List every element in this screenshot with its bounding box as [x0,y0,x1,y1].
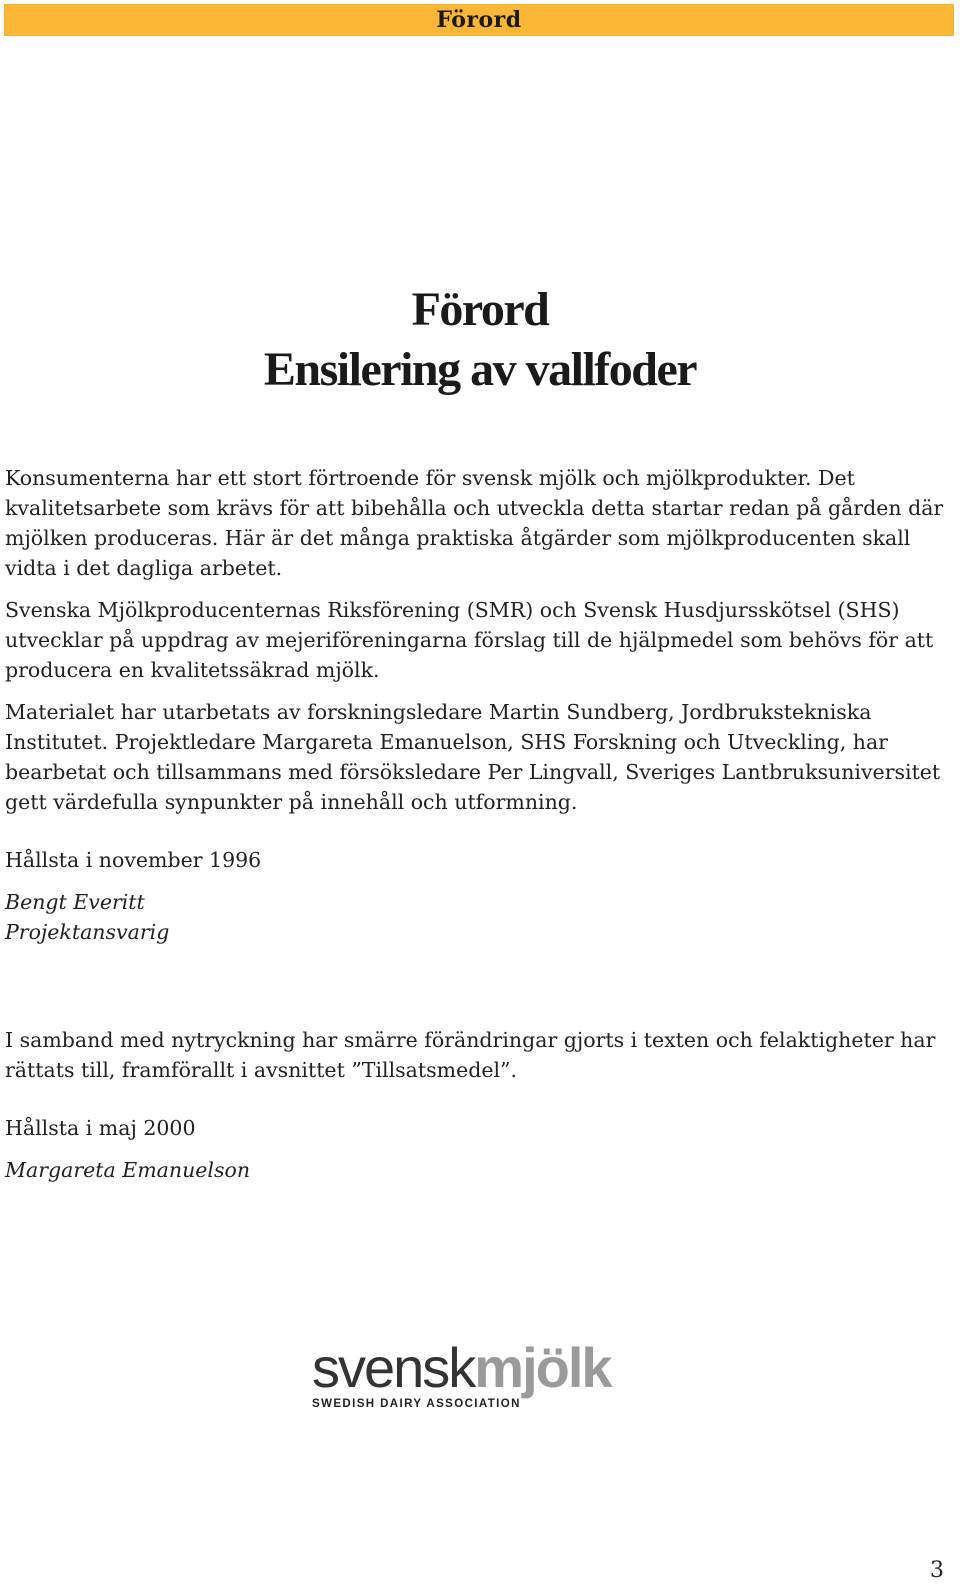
place-date-2: Hållsta i maj 2000 [5,1116,196,1140]
paragraph-2: Svenska Mjölkproducenternas Riksförening (SMR) och Svensk Husdjursskötsel (SHS) utvecklar på uppdrag av mejeriföreningarna förslag till de hjälpmedel som behövs för att producera en kvalitetssäkrad mjölk. [5,598,934,682]
logo-word-svensk: svensk [312,1336,475,1399]
logo-word-mjolk: mjölk [474,1336,611,1399]
page-number: 3 [930,1558,944,1583]
title-line-1: Förord [411,283,549,336]
page-title [0,280,960,400]
title-line-2: Ensilering av vallfoder [263,343,697,396]
signer-name-1: Bengt Everitt [5,890,145,914]
paragraph-1: Konsumenterna har ett stort förtroende för svensk mjölk och mjölkprodukter. Det kvalitetsarbete som krävs för att bibehålla och utveckla detta startar redan på gården där mjölken produceras. Här är det många praktiska åtgärder som mjölkproducenten skall vidta i det dagliga arbetet. [5,466,944,580]
signer-title-1: Projektansvarig [5,920,170,944]
section-header-label: Förord [436,7,522,33]
paragraph-3: Materialet har utarbetats av forskningsledare Martin Sundberg, Jordbrukstekniska Institutet. Projektledare Margareta Emanuelson, SHS Forskning och Utveckling, har bearbetat och tillsammans med försöksledare Per Lingvall, Sveriges Lantbruksuniversitet gett värdefulla synpunkter på innehåll och utformning. [5,700,941,814]
logo-subtitle: SWEDISH DAIRY ASSOCIATION [312,1398,521,1410]
logo-wordmark [312,1336,611,1399]
signer-name-2: Margareta Emanuelson [5,1158,251,1182]
body-content [5,463,950,1185]
reprint-note: I samband med nytryckning har smärre förändringar gjorts i texten och felaktigheter har rättats till, framförallt i avsnittet ”Tillsatsmedel”. [5,1028,936,1082]
place-date-1: Hållsta i november 1996 [5,848,262,872]
svensk-mjolk-logo [312,1336,652,1412]
section-header-bar [4,4,954,36]
